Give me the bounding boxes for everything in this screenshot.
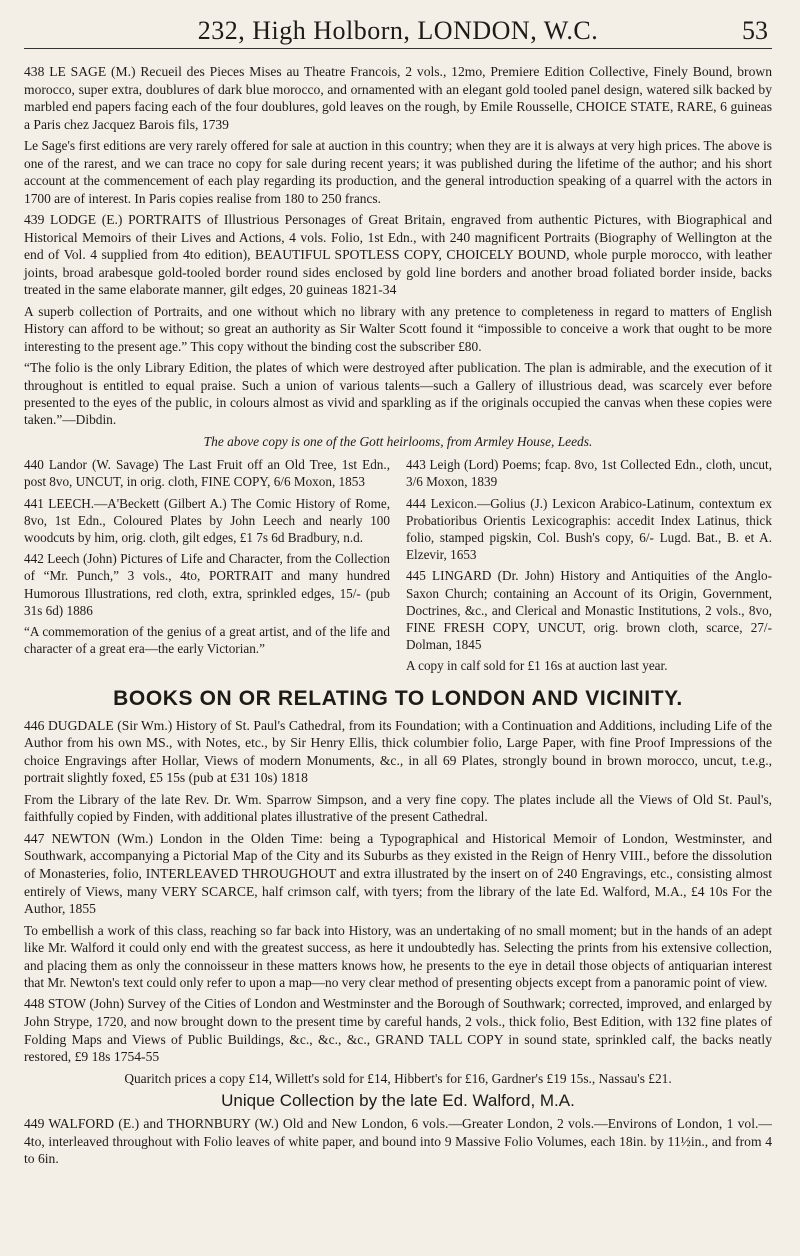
entry-439-provenance: The above copy is one of the Gott heirlooms, from Armley House, Leeds. [203, 433, 593, 449]
right-column [406, 456, 772, 678]
entry-442: 442 Leech (John) Pictures of Life and Character, from the Collection of “Mr. Punch,” 3 vols., 4to, PORTRAIT and many hundred Humorous Illustrations, red cloth, extra, sprinkled edges, 15/- (pub 31s 6d) 1886 [24, 551, 390, 618]
entry-446-note: From the Library of the late Rev. Dr. Wm. Sparrow Simpson, and a very fine copy. The plates include all the Views of Old St. Paul's, faithfully copied by Finden, with additional plates illustrative of the present Cathedral. [24, 792, 772, 825]
entry-445-note: A copy in calf sold for £1 16s at auction last year. [406, 658, 668, 674]
page-header [24, 12, 772, 49]
entry-445: 445 LINGARD (Dr. John) History and Antiquities of the Anglo-Saxon Church; containing an Account of its Origin, Government, Doctrines, &c., and Clerical and Monastic Institutions, 2 vols., 8vo, FINE FRESH COPY, UNCUT, orig. brown cloth, scarce, 27/- Dolman, 1845 [406, 568, 772, 653]
entry-447-note: To embellish a work of this class, reaching so far back into History, was an undertaking of no small moment; but in the hands of an adept like Mr. Walford it could only end with the greatest success, as here it undoubtedly has. Selecting the prints from his extensive collection, and placing them as only the connoisseur in these matters knows how, he presents to the eye in detail those objects of antiquarian interest that Mr. Newton's text could only refer to upon a map—no very clear method of presenting objects except from a panoramic point of view. [24, 922, 772, 991]
publisher-address: 232, High Holborn, LONDON, W.C. [197, 16, 599, 45]
section-heading-london: BOOKS ON OR RELATING TO LONDON AND VICINITY. [113, 686, 683, 710]
entry-440: 440 Landor (W. Savage) The Last Fruit off an Old Tree, 1st Edn., post 8vo, UNCUT, in orig. cloth, FINE COPY, 6/6 Moxon, 1853 [24, 457, 390, 490]
entry-441: 441 LEECH.—A'Beckett (Gilbert A.) The Comic History of Rome, 8vo, 1st Edn., Coloured Plates by John Leech and nearly 100 woodcuts by him, orig. cloth, gilt edges, £1 7s 6d Bradbury, n.d. [24, 495, 390, 546]
entry-439-quote: “The folio is the only Library Edition, the plates of which were destroyed after publication. The plan is admirable, and the execution of it throughout is entitled to equal praise. Such a union of various talents—such a Gallery of illustrious dead, was scarcely ever before presented to the eyes of the public, in colours almost as vivid and sparkling as if the originals occupied the canvas when these copies were taken.”—Dibdin. [24, 360, 772, 428]
entry-439: 439 LODGE (E.) PORTRAITS of Illustrious Personages of Great Britain, engraved from authentic Pictures, with Biographical and Historical Memoirs of their Lives and Actions, 4 vols. Folio, 1st Edn., with 240 magnificent Portraits (Biography of Wellington at the end of Vol. 4 supplied from 4to edition), BEAUTIFUL SPOTLESS COPY, CHOICELY BOUND, whole purple morocco, with leather joints, broad arabesque gold-tooled border round sides enclosed by gold line borders and another broad foliated border inside, backs treated in the same elaborate manner, gilt edges, 20 guineas 1821-34 [24, 212, 772, 298]
entry-446: 446 DUGDALE (Sir Wm.) History of St. Paul's Cathedral, from its Foundation; with a Continuation and Additions, including Life of the Author from his own MS., with Notes, etc., by Sir Henry Ellis, thick columbier folio, Large Paper, with fine Proof Impressions of the choice Engravings after Hollar, Views of modern Monuments, &c., in all 69 Plates, strongly bound in brown morocco, uncut, t.e.g., portrait slightly foxed, £5 15s (pub at £31 10s) 1818 [24, 717, 772, 786]
entry-438-note: Le Sage's first editions are very rarely offered for sale at auction in this country; when they are it is always at very high prices. The above is one of the rarest, and we can trace no copy for sale during recent years; it was published during the lifetime of the author; and his short account at the commencement of each play regarding its production, and the general introduction speaking of a quarrel with the actors in 1700 are of interest. In Paris copies realise from 180 to 250 francs. [24, 138, 772, 206]
entry-438: 438 LE SAGE (M.) Recueil des Pieces Mises au Theatre Francois, 2 vols., 12mo, Premiere Edition Collective, Finely Bound, brown morocco, super extra, doublures of dark blue morocco, and ornamented with an elegant gold tooled panel design, watered silk backed by marbled end papers facing each of the four doublures, gold leaves on the rough, by Emile Rousselle, CHOICE STATE, RARE, 6 guineas a Paris chez Jacquez Barois fils, 1739 [24, 64, 772, 132]
entry-447: 447 NEWTON (Wm.) London in the Olden Time: being a Typographical and Historical Memoir of London, Westminster, and Southwark, accompanying a Pictorial Map of the City and its Suburbs as they existed in the Reign of Henry VIII., before the dissolution of Monasteries, folio, INTERLEAVED THROUGHOUT and extra illustrated by the insert on of 240 Engravings, etc., consisting almost entirely of Views, many VERY SCARCE, half crimson calf, with tyers; from the library of the late Ed. Walford, M.A., £4 10s For the Author, 1855 [24, 830, 772, 917]
entry-439-note: A superb collection of Portraits, and one without which no library with any pretence to completeness in regard to matters of English History can afford to be without; so great an authority as Sir Walter Scott found it “impossible to conceive a work that ought to be more interesting to the present age.” This copy without the binding cost the subscriber £80. [24, 303, 772, 354]
page-number: 53 [742, 16, 768, 45]
entry-444: 444 Lexicon.—Golius (J.) Lexicon Arabico-Latinum, contextum ex Probatioribus Orientis Lexicographis: accedit Index Latinus, thick folio, stamped pigskin, Col. Bush's copy, 6/- Lugd. Bat., B. et A. Elzevir, 1653 [406, 495, 772, 563]
entry-443: 443 Leigh (Lord) Poems; fcap. 8vo, 1st Collected Edn., cloth, uncut, 3/6 Moxon, 1839 [406, 457, 772, 490]
two-column-section [24, 456, 772, 678]
entry-448-note: Quaritch prices a copy £14, Willett's sold for £14, Hibbert's for £16, Gardner's £19 15s., Nassau's £21. [124, 1070, 672, 1086]
left-column [24, 456, 390, 678]
entry-449: 449 WALFORD (E.) and THORNBURY (W.) Old and New London, 6 vols.—Greater London, 2 vols.—Environs of London, 1 vol.—4to, interleaved throughout with Folio leaves of white paper, and bound into 9 Massive Folio Volumes, each 18in. by 11½in., and from 4 to 6in. [24, 1116, 772, 1167]
entry-442-note: “A commemoration of the genius of a great artist, and of the life and character of a great era—the early Victorian.” [24, 624, 390, 657]
entry-448: 448 STOW (John) Survey of the Cities of London and Westminster and the Borough of Southwark; corrected, improved, and enlarged by John Strype, 1720, and now brought down to the present time by careful hands, 2 vols., thick folio, Best Edition, with 132 fine plates of Folding Maps and Views of Public Buildings, &c., &c., &c., GRAND TALL COPY in sound state, sprinkled calf, the backs neatly restored, £9 18s 1754-55 [24, 996, 772, 1065]
unique-collection-heading: Unique Collection by the late Ed. Walford, M.A. [221, 1091, 575, 1111]
